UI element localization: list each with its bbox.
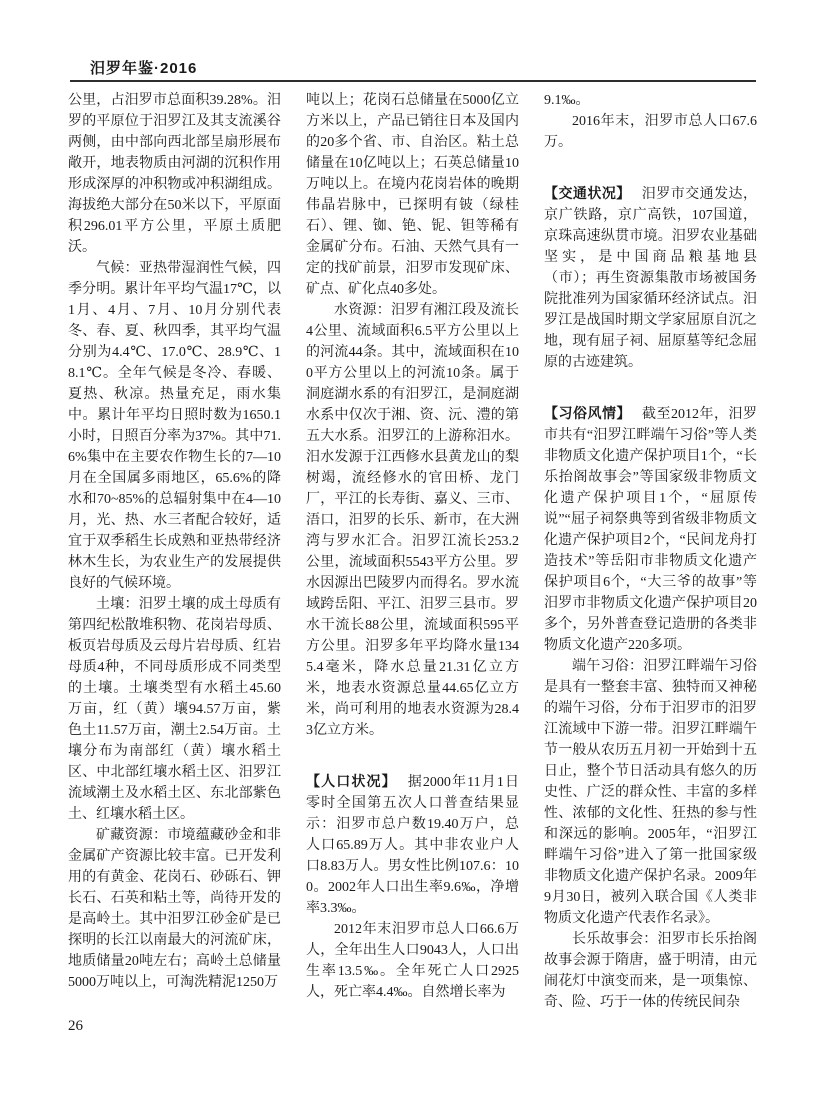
para-soil: 土壤：汨罗土壤的成土母质有第四纪松散堆积物、花岗岩母质、板页岩母质及云母片岩母质、红岩母质4种，不同母质形成不同类型的土壤。土壤类型有水稻土45.60万亩，红（黄）壤94.57万亩，紫色土11.57万亩，潮土2.54万亩。土壤分布为南部红（黄）壤水稻土区、中北部红壤水稻土区、汨罗江流域潮土及水稻土区、东北部紫色土、红壤水稻土区。 — [68, 597, 281, 822]
para-water-resources: 水资源：汨罗有湘江段及流长4公里、流域面积6.5平方公里以上的河流44条。其中，流域面积在100平方公里以上的河流10条。属于洞庭湖水系的有汨罗江，是洞庭湖水系中仅次于湘、资、沅、澧的第五大水系。汨罗江的上游称汨水。汨水发源于江西修水县黄龙山的梨树竭，流经修水的官田桥、龙门厂，平江的长寿街、嘉义、三市、浯口，汨罗的长乐、新市，在大洲湾与罗水汇合。汨罗江流长253.2公里，流域面积5543平方公里。罗水因源出巴陵罗内而得名。罗水流域跨岳阳、平江、汨罗三县市。罗水干流长88公里，流域面积595平方公里。汨罗多年平均降水量1345.4毫米，降水总量21.31亿立方米，地表水资源总量44.65亿立方米，尚可利用的地表水资源为28.43亿立方米。 — [306, 303, 519, 738]
section-transportation-text: 汨罗市交通发达，京广铁路，京广高铁，107国道，京珠高速纵贯市境。汨罗农业基础坚实，是中国商品粮基地县（市）；再生资源集散市场被国务院批准列为国家循环经济试点。汨罗江是战国时期文学家屈原自沉之地，现有屈子祠、屈原墓等纪念屈原的古迹建筑。 — [544, 187, 758, 370]
section-population — [306, 771, 519, 919]
para-mineral-resources: 矿藏资源：市境蕴藏砂金和非金属矿产资源比较丰富。已开发利用的有黄金、花岗石、砂砾石、钾长石、石英和粘土等，尚待开发的是高岭土。其中汨罗江砂金矿是已探明的长江以南最大的河流矿床，地质储量20吨左右；高岭土总储量5000万吨以上，可淘洗精泥1250万 — [68, 828, 281, 990]
section-population-text: 据2000年11月1日零时全国第五次人口普查结果显示：汨罗市总户数19.40万户，总人口65.89万人。其中非农业户人口8.83万人。男女性比例107.6：100。2002年人口出生率9.6‰，净增率3.3‰。 — [306, 775, 520, 916]
column-2 — [306, 90, 519, 1013]
column-1 — [68, 90, 281, 1013]
section-transportation — [544, 183, 757, 373]
para-plain-overflow: 公里，占汨罗市总面积39.28%。汨罗的平原位于汨罗江及其支流溪谷两侧，由中部向西北部呈扇形展布敞开，地表物质由河湖的沉积作用形成深厚的冲积物或冲积湖组成。海拔绝大部分在50米以下，平原面积296.01平方公里，平原土质肥沃。 — [68, 93, 281, 255]
section-transportation-heading: 【交通状况】 — [544, 185, 631, 201]
para-population-2016: 2016年末，汨罗市总人口67.6万。 — [544, 114, 757, 150]
page-header-title: 汨罗年鉴·2016 — [90, 60, 198, 77]
section-customs-heading: 【习俗风情】 — [544, 405, 631, 421]
section-population-heading: 【人口状况】 — [306, 773, 397, 789]
para-population-overflow: 9.1‰。 — [544, 93, 590, 108]
para-mineral-overflow: 吨以上；花岗石总储量在5000亿立方米以上，产品已销往日本及国内的20多个省、市、自治区。粘土总储量在10亿吨以上；石英总储量10万吨以上。在境内花岗岩体的晚期伟晶岩脉中，已探明有铍（绿桂石）、锂、铷、铯、铌、钽等稀有金属矿分布。石油、天然气具有一定的找矿前景，汨罗市发现矿床、矿点、矿化点40多处。 — [306, 93, 519, 297]
header-divider-rule — [70, 80, 756, 82]
page-number: 26 — [68, 1018, 83, 1034]
para-climate: 气候：亚热带湿润性气候，四季分明。累计年平均气温17℃，以1月、4月、7月、10月分别代表冬、春、夏、秋四季，其平均气温分别为4.4℃、17.0℃、28.9℃、18.1℃。全年气候是冬冷、春暖、夏热、秋凉。热量充足，雨水集中。累计年平均日照时数为1650.1小时，日照百分率为37%。其中71.6%集中在主要农作物生长的7—10月在全国属多雨地区，65.6%的降水和70~85%的总辐射集中在4—10月，光、热、水三者配合较好，适宜于双季稻生长成熟和亚热带经济林木生长，为农业生产的发展提供良好的气候环境。 — [68, 261, 281, 591]
section-customs-text: 截至2012年，汨罗市共有“汨罗江畔端午习俗”等人类非物质文化遗产保护项目1个，“长乐抬阁故事会”等国家级非物质文化遗产保护项目1个，“屈原传说”“屈子祠祭典等到省级非物质文化遗产保护项目2个，“民间龙舟打造技术”等岳阳市非物质文化遗产保护项目6个，“大三爷的故事”等汨罗市非物质文化遗产保护项目20多个，另外普查登记造册的各类非物质文化遗产220多项。 — [544, 407, 757, 653]
para-population-2012: 2012年末汨罗市总人口66.6万人，全年出生人口9043人，人口出生率13.5‰。全年死亡人口2925人，死亡率4.4‰。自然增长率为 — [306, 922, 519, 1000]
para-changle-story-fair: 长乐故事会：汨罗市长乐抬阁故事会源于隋唐，盛于明清，由元闹花灯中演变而来，是一项集惊、奇、险、巧于一体的传统民间杂 — [544, 932, 757, 1010]
para-dragon-boat-customs: 端午习俗：汨罗江畔端午习俗是具有一整套丰富、独特而又神秘的端午习俗，分布于汨罗市的汨罗江流域中下游一带。汨罗江畔端午节一般从农历五月初一开始到十五日止，整个节日活动具有悠久的历史性、广泛的群众性、丰富的多样性、浓郁的文化性、狂热的参与性和深远的影响。2005年，“汨罗江畔端午习俗”进入了第一批国家级非物质文化遗产保护名录。2009年9月30日，被列入联合国《人类非物质文化遗产代表作名录》。 — [544, 659, 757, 926]
column-3 — [544, 90, 757, 1013]
section-customs — [544, 403, 757, 656]
text-columns — [68, 90, 756, 1013]
